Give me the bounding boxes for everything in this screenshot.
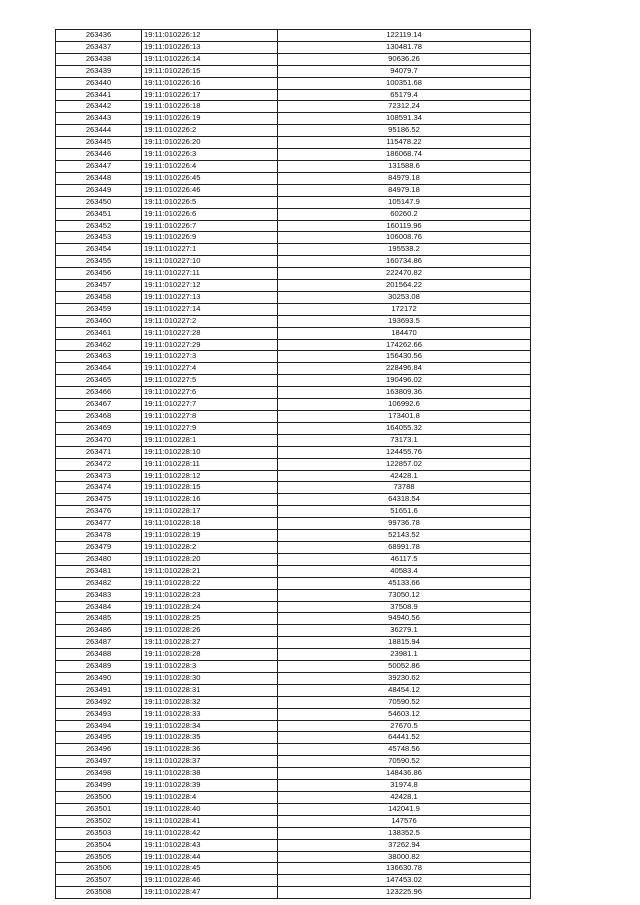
cadastral-number-cell: 19:11:010227:3 [142, 351, 278, 363]
table-row [56, 220, 531, 232]
row-number-cell: 263462 [56, 339, 142, 351]
cadastral-number-cell: 19:11:010228:31 [142, 684, 278, 696]
row-number-cell: 263439 [56, 65, 142, 77]
cadastral-value-cell: 52143.52 [278, 530, 531, 542]
table-row [56, 672, 531, 684]
cadastral-number-cell: 19:11:010228:33 [142, 708, 278, 720]
table-row [56, 792, 531, 804]
cadastral-number-cell: 19:11:010226:6 [142, 208, 278, 220]
cadastral-value-cell: 222470.82 [278, 268, 531, 280]
table-row [56, 601, 531, 613]
row-number-cell: 263487 [56, 637, 142, 649]
cadastral-number-cell: 19:11:010227:9 [142, 422, 278, 434]
row-number-cell: 263494 [56, 720, 142, 732]
row-number-cell: 263443 [56, 113, 142, 125]
cadastral-number-cell: 19:11:010228:47 [142, 887, 278, 899]
row-number-cell: 263453 [56, 232, 142, 244]
table-row [56, 720, 531, 732]
row-number-cell: 263455 [56, 256, 142, 268]
table-row [56, 803, 531, 815]
cadastral-value-cell: 73788 [278, 482, 531, 494]
cadastral-number-cell: 19:11:010228:18 [142, 518, 278, 530]
row-number-cell: 263468 [56, 411, 142, 423]
cadastral-value-cell: 42428.1 [278, 470, 531, 482]
cadastral-value-cell: 122857.02 [278, 458, 531, 470]
table-row [56, 65, 531, 77]
cadastral-number-cell: 19:11:010228:10 [142, 446, 278, 458]
cadastral-value-cell: 186068.74 [278, 149, 531, 161]
table-row [56, 851, 531, 863]
table-row [56, 756, 531, 768]
row-number-cell: 263498 [56, 768, 142, 780]
table-row [56, 613, 531, 625]
row-number-cell: 263451 [56, 208, 142, 220]
cadastral-number-cell: 19:11:010228:17 [142, 506, 278, 518]
cadastral-number-cell: 19:11:010228:1 [142, 434, 278, 446]
cadastral-value-cell: 148436.86 [278, 768, 531, 780]
cadastral-number-cell: 19:11:010228:16 [142, 494, 278, 506]
table-row [56, 553, 531, 565]
cadastral-number-cell: 19:11:010227:13 [142, 291, 278, 303]
table-row [56, 351, 531, 363]
row-number-cell: 263479 [56, 541, 142, 553]
cadastral-value-cell: 90636.26 [278, 53, 531, 65]
row-number-cell: 263481 [56, 565, 142, 577]
row-number-cell: 263437 [56, 41, 142, 53]
row-number-cell: 263447 [56, 160, 142, 172]
cadastral-number-cell: 19:11:010228:36 [142, 744, 278, 756]
table-row [56, 196, 531, 208]
cadastral-value-cell: 160119.96 [278, 220, 531, 232]
table-row [56, 434, 531, 446]
row-number-cell: 263483 [56, 589, 142, 601]
row-number-cell: 263486 [56, 625, 142, 637]
cadastral-value-cell: 73173.1 [278, 434, 531, 446]
row-number-cell: 263470 [56, 434, 142, 446]
cadastral-value-cell: 60260.2 [278, 208, 531, 220]
row-number-cell: 263478 [56, 530, 142, 542]
row-number-cell: 263484 [56, 601, 142, 613]
cadastral-number-cell: 19:11:010228:46 [142, 875, 278, 887]
cadastral-number-cell: 19:11:010227:28 [142, 327, 278, 339]
cadastral-number-cell: 19:11:010226:4 [142, 160, 278, 172]
cadastral-number-cell: 19:11:010227:7 [142, 399, 278, 411]
row-number-cell: 263441 [56, 89, 142, 101]
cadastral-value-cell: 68991.78 [278, 541, 531, 553]
cadastral-number-cell: 19:11:010227:10 [142, 256, 278, 268]
cadastral-number-cell: 19:11:010226:18 [142, 101, 278, 113]
cadastral-value-cell: 18815.94 [278, 637, 531, 649]
cadastral-value-cell: 84979.18 [278, 172, 531, 184]
cadastral-number-cell: 19:11:010227:5 [142, 375, 278, 387]
table-row [56, 589, 531, 601]
row-number-cell: 263476 [56, 506, 142, 518]
table-row [56, 422, 531, 434]
cadastral-value-cell: 84979.18 [278, 184, 531, 196]
cadastral-value-cell: 106008.76 [278, 232, 531, 244]
row-number-cell: 263460 [56, 315, 142, 327]
row-number-cell: 263438 [56, 53, 142, 65]
cadastral-value-cell: 173401.8 [278, 411, 531, 423]
table-row [56, 780, 531, 792]
cadastral-number-cell: 19:11:010228:44 [142, 851, 278, 863]
row-number-cell: 263457 [56, 280, 142, 292]
table-row [56, 172, 531, 184]
table-row [56, 363, 531, 375]
table-row [56, 315, 531, 327]
table-row [56, 387, 531, 399]
table-row [56, 137, 531, 149]
row-number-cell: 263499 [56, 780, 142, 792]
table-row [56, 160, 531, 172]
cadastral-number-cell: 19:11:010226:9 [142, 232, 278, 244]
cadastral-number-cell: 19:11:010228:4 [142, 792, 278, 804]
cadastral-number-cell: 19:11:010228:26 [142, 625, 278, 637]
table-row [56, 875, 531, 887]
cadastral-number-cell: 19:11:010227:12 [142, 280, 278, 292]
cadastral-number-cell: 19:11:010227:4 [142, 363, 278, 375]
row-number-cell: 263502 [56, 815, 142, 827]
table-row [56, 565, 531, 577]
row-number-cell: 263497 [56, 756, 142, 768]
table-row [56, 768, 531, 780]
table-row [56, 625, 531, 637]
cadastral-value-cell: 94940.56 [278, 613, 531, 625]
cadastral-value-cell: 39230.62 [278, 672, 531, 684]
cadastral-value-cell: 40583.4 [278, 565, 531, 577]
cadastral-value-cell: 164055.32 [278, 422, 531, 434]
row-number-cell: 263458 [56, 291, 142, 303]
table-row [56, 649, 531, 661]
row-number-cell: 263492 [56, 696, 142, 708]
table-row [56, 506, 531, 518]
table-row [56, 458, 531, 470]
cadastral-value-cell: 195538.2 [278, 244, 531, 256]
cadastral-value-cell: 54603.12 [278, 708, 531, 720]
row-number-cell: 263471 [56, 446, 142, 458]
cadastral-value-cell: 193693.5 [278, 315, 531, 327]
cadastral-value-cell: 37262.94 [278, 839, 531, 851]
table-row [56, 244, 531, 256]
row-number-cell: 263500 [56, 792, 142, 804]
cadastral-number-cell: 19:11:010226:3 [142, 149, 278, 161]
table-row [56, 303, 531, 315]
cadastral-value-cell: 36279.1 [278, 625, 531, 637]
table-row [56, 411, 531, 423]
cadastral-number-cell: 19:11:010226:7 [142, 220, 278, 232]
table-row [56, 208, 531, 220]
row-number-cell: 263501 [56, 803, 142, 815]
cadastral-number-cell: 19:11:010228:38 [142, 768, 278, 780]
cadastral-value-cell: 70590.52 [278, 756, 531, 768]
cadastral-number-cell: 19:11:010228:37 [142, 756, 278, 768]
cadastral-number-cell: 19:11:010226:45 [142, 172, 278, 184]
cadastral-number-cell: 19:11:010226:17 [142, 89, 278, 101]
row-number-cell: 263507 [56, 875, 142, 887]
row-number-cell: 263465 [56, 375, 142, 387]
cadastral-value-cell: 142041.9 [278, 803, 531, 815]
table-row [56, 327, 531, 339]
cadastral-value-cell: 46117.5 [278, 553, 531, 565]
row-number-cell: 263477 [56, 518, 142, 530]
table-row [56, 125, 531, 137]
row-number-cell: 263482 [56, 577, 142, 589]
cadastral-number-cell: 19:11:010228:32 [142, 696, 278, 708]
cadastral-value-cell: 37508.9 [278, 601, 531, 613]
row-number-cell: 263461 [56, 327, 142, 339]
table-row [56, 482, 531, 494]
cadastral-value-cell: 106992.6 [278, 399, 531, 411]
cadastral-number-cell: 19:11:010227:2 [142, 315, 278, 327]
cadastral-value-cell: 124455.76 [278, 446, 531, 458]
cadastral-number-cell: 19:11:010228:43 [142, 839, 278, 851]
cadastral-value-cell: 147576 [278, 815, 531, 827]
cadastral-value-cell: 45133.66 [278, 577, 531, 589]
cadastral-number-cell: 19:11:010228:3 [142, 661, 278, 673]
cadastral-number-cell: 19:11:010226:19 [142, 113, 278, 125]
cadastral-value-cell: 27670.5 [278, 720, 531, 732]
cadastral-value-cell: 99736.78 [278, 518, 531, 530]
cadastral-number-cell: 19:11:010228:28 [142, 649, 278, 661]
row-number-cell: 263506 [56, 863, 142, 875]
row-number-cell: 263450 [56, 196, 142, 208]
cadastral-value-cell: 50052.86 [278, 661, 531, 673]
row-number-cell: 263436 [56, 30, 142, 42]
cadastral-value-cell: 65179.4 [278, 89, 531, 101]
row-number-cell: 263448 [56, 172, 142, 184]
cadastral-value-table [55, 29, 531, 899]
table-row [56, 839, 531, 851]
cadastral-value-cell: 156430.56 [278, 351, 531, 363]
cadastral-number-cell: 19:11:010228:42 [142, 827, 278, 839]
cadastral-value-cell: 184470 [278, 327, 531, 339]
table-row [56, 291, 531, 303]
row-number-cell: 263445 [56, 137, 142, 149]
cadastral-value-cell: 70590.52 [278, 696, 531, 708]
table-row [56, 268, 531, 280]
cadastral-value-cell: 100351.68 [278, 77, 531, 89]
cadastral-value-cell: 95186.52 [278, 125, 531, 137]
table-body [56, 30, 531, 899]
table-row [56, 887, 531, 899]
cadastral-number-cell: 19:11:010227:6 [142, 387, 278, 399]
cadastral-number-cell: 19:11:010228:2 [142, 541, 278, 553]
cadastral-value-cell: 163809.36 [278, 387, 531, 399]
cadastral-value-cell: 72312.24 [278, 101, 531, 113]
row-number-cell: 263454 [56, 244, 142, 256]
cadastral-number-cell: 19:11:010226:12 [142, 30, 278, 42]
cadastral-number-cell: 19:11:010227:29 [142, 339, 278, 351]
row-number-cell: 263496 [56, 744, 142, 756]
table-row [56, 708, 531, 720]
cadastral-value-cell: 42428.1 [278, 792, 531, 804]
cadastral-number-cell: 19:11:010228:21 [142, 565, 278, 577]
cadastral-number-cell: 19:11:010228:11 [142, 458, 278, 470]
table-row [56, 89, 531, 101]
table-row [56, 30, 531, 42]
table-row [56, 339, 531, 351]
row-number-cell: 263485 [56, 613, 142, 625]
cadastral-value-cell: 48454.12 [278, 684, 531, 696]
row-number-cell: 263440 [56, 77, 142, 89]
cadastral-number-cell: 19:11:010227:1 [142, 244, 278, 256]
cadastral-value-cell: 23981.1 [278, 649, 531, 661]
table-row [56, 101, 531, 113]
cadastral-value-cell: 122119.14 [278, 30, 531, 42]
row-number-cell: 263473 [56, 470, 142, 482]
cadastral-number-cell: 19:11:010226:15 [142, 65, 278, 77]
table-row [56, 113, 531, 125]
table-row [56, 815, 531, 827]
row-number-cell: 263505 [56, 851, 142, 863]
row-number-cell: 263469 [56, 422, 142, 434]
cadastral-value-cell: 105147.9 [278, 196, 531, 208]
cadastral-number-cell: 19:11:010228:19 [142, 530, 278, 542]
table-row [56, 530, 531, 542]
table-row [56, 577, 531, 589]
row-number-cell: 263444 [56, 125, 142, 137]
table-row [56, 744, 531, 756]
row-number-cell: 263503 [56, 827, 142, 839]
row-number-cell: 263490 [56, 672, 142, 684]
row-number-cell: 263508 [56, 887, 142, 899]
row-number-cell: 263493 [56, 708, 142, 720]
table-row [56, 399, 531, 411]
row-number-cell: 263459 [56, 303, 142, 315]
row-number-cell: 263446 [56, 149, 142, 161]
cadastral-number-cell: 19:11:010228:30 [142, 672, 278, 684]
table-row [56, 696, 531, 708]
cadastral-value-cell: 172172 [278, 303, 531, 315]
row-number-cell: 263466 [56, 387, 142, 399]
cadastral-number-cell: 19:11:010228:15 [142, 482, 278, 494]
cadastral-number-cell: 19:11:010228:35 [142, 732, 278, 744]
row-number-cell: 263495 [56, 732, 142, 744]
cadastral-number-cell: 19:11:010228:27 [142, 637, 278, 649]
cadastral-value-cell: 123225.96 [278, 887, 531, 899]
cadastral-value-cell: 73050.12 [278, 589, 531, 601]
table-row [56, 661, 531, 673]
table-row [56, 375, 531, 387]
row-number-cell: 263452 [56, 220, 142, 232]
cadastral-value-cell: 136630.78 [278, 863, 531, 875]
cadastral-number-cell: 19:11:010226:20 [142, 137, 278, 149]
cadastral-number-cell: 19:11:010227:8 [142, 411, 278, 423]
cadastral-value-cell: 108591.34 [278, 113, 531, 125]
row-number-cell: 263467 [56, 399, 142, 411]
cadastral-value-cell: 31974.8 [278, 780, 531, 792]
table-row [56, 494, 531, 506]
table-row [56, 149, 531, 161]
cadastral-number-cell: 19:11:010226:46 [142, 184, 278, 196]
cadastral-value-cell: 94079.7 [278, 65, 531, 77]
table-row [56, 256, 531, 268]
row-number-cell: 263475 [56, 494, 142, 506]
table-row [56, 77, 531, 89]
cadastral-number-cell: 19:11:010228:45 [142, 863, 278, 875]
table-row [56, 232, 531, 244]
cadastral-number-cell: 19:11:010228:25 [142, 613, 278, 625]
table-row [56, 541, 531, 553]
cadastral-number-cell: 19:11:010228:39 [142, 780, 278, 792]
cadastral-number-cell: 19:11:010226:2 [142, 125, 278, 137]
row-number-cell: 263463 [56, 351, 142, 363]
table-row [56, 518, 531, 530]
cadastral-value-cell: 64441.52 [278, 732, 531, 744]
cadastral-number-cell: 19:11:010226:5 [142, 196, 278, 208]
row-number-cell: 263442 [56, 101, 142, 113]
cadastral-value-cell: 160734.86 [278, 256, 531, 268]
row-number-cell: 263491 [56, 684, 142, 696]
cadastral-value-cell: 30253.08 [278, 291, 531, 303]
cadastral-number-cell: 19:11:010226:14 [142, 53, 278, 65]
row-number-cell: 263472 [56, 458, 142, 470]
cadastral-number-cell: 19:11:010228:34 [142, 720, 278, 732]
cadastral-value-cell: 147453.02 [278, 875, 531, 887]
cadastral-value-cell: 174262.66 [278, 339, 531, 351]
cadastral-value-cell: 201564.22 [278, 280, 531, 292]
cadastral-number-cell: 19:11:010227:11 [142, 268, 278, 280]
table-row [56, 41, 531, 53]
cadastral-number-cell: 19:11:010226:16 [142, 77, 278, 89]
cadastral-number-cell: 19:11:010228:20 [142, 553, 278, 565]
cadastral-value-cell: 131588.6 [278, 160, 531, 172]
table-row [56, 280, 531, 292]
cadastral-value-cell: 38000.82 [278, 851, 531, 863]
cadastral-value-cell: 190496.02 [278, 375, 531, 387]
table-row [56, 732, 531, 744]
cadastral-number-cell: 19:11:010228:22 [142, 577, 278, 589]
row-number-cell: 263456 [56, 268, 142, 280]
cadastral-value-cell: 228496.84 [278, 363, 531, 375]
cadastral-value-cell: 138352.5 [278, 827, 531, 839]
table-row [56, 863, 531, 875]
row-number-cell: 263449 [56, 184, 142, 196]
cadastral-number-cell: 19:11:010228:40 [142, 803, 278, 815]
cadastral-number-cell: 19:11:010228:41 [142, 815, 278, 827]
cadastral-value-cell: 51651.6 [278, 506, 531, 518]
cadastral-number-cell: 19:11:010227:14 [142, 303, 278, 315]
table-row [56, 184, 531, 196]
table-row [56, 470, 531, 482]
table-row [56, 827, 531, 839]
table-row [56, 637, 531, 649]
cadastral-number-cell: 19:11:010226:13 [142, 41, 278, 53]
cadastral-value-cell: 64318.54 [278, 494, 531, 506]
row-number-cell: 263474 [56, 482, 142, 494]
cadastral-value-cell: 45748.56 [278, 744, 531, 756]
cadastral-number-cell: 19:11:010228:24 [142, 601, 278, 613]
row-number-cell: 263489 [56, 661, 142, 673]
cadastral-value-cell: 115478.22 [278, 137, 531, 149]
cadastral-number-cell: 19:11:010228:23 [142, 589, 278, 601]
cadastral-number-cell: 19:11:010228:12 [142, 470, 278, 482]
table-row [56, 446, 531, 458]
row-number-cell: 263480 [56, 553, 142, 565]
table-row [56, 684, 531, 696]
row-number-cell: 263488 [56, 649, 142, 661]
table-row [56, 53, 531, 65]
row-number-cell: 263504 [56, 839, 142, 851]
row-number-cell: 263464 [56, 363, 142, 375]
cadastral-value-cell: 130481.78 [278, 41, 531, 53]
